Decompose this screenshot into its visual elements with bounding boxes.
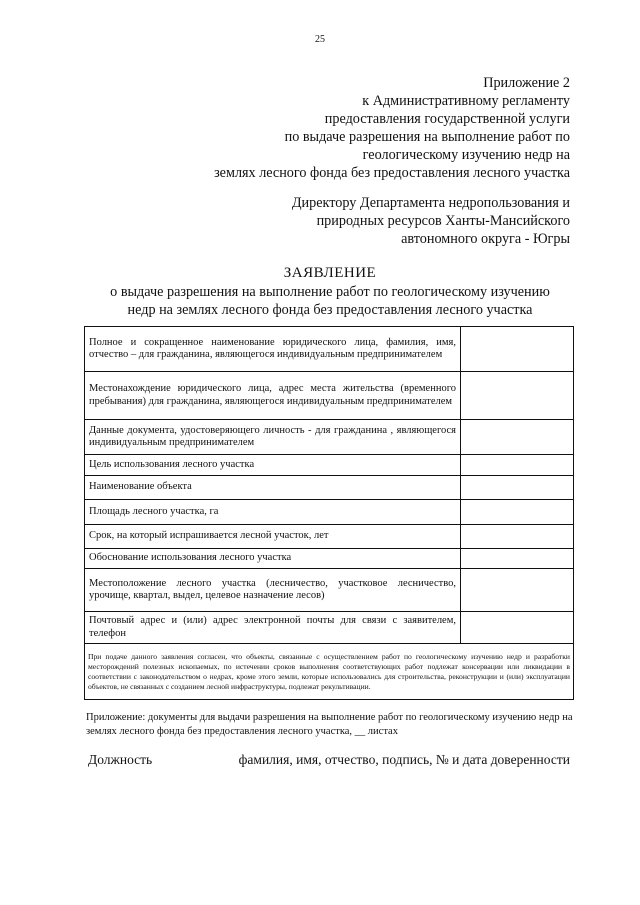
field-label-contacts: Почтовый адрес и (или) адрес электронной почты для связи с заявителем, телефон <box>85 612 461 644</box>
appendix-line: Приложение 2 <box>483 75 570 91</box>
subtitle-line: о выдаче разрешения на выполнение работ по геологическому изучению <box>110 284 550 300</box>
field-value-address[interactable] <box>461 372 574 420</box>
addressee-line: природных ресурсов Ханты-Мансийского <box>316 213 570 229</box>
document-title: ЗАЯВЛЕНИЕ <box>283 265 377 281</box>
field-value-identity-document[interactable] <box>461 420 574 455</box>
appendix-line: к Административному регламенту <box>362 93 570 109</box>
table-row <box>85 327 574 372</box>
appendix-line: землях лесного фонда без предоставления лесного участка <box>214 165 570 181</box>
addressee-block <box>150 194 570 248</box>
field-value-term[interactable] <box>461 525 574 549</box>
field-label-area: Площадь лесного участка, га <box>85 500 461 525</box>
addressee-line: Директору Департамента недропользования и <box>291 195 570 211</box>
appendix-block <box>150 74 570 182</box>
appendix-line: геологическому изучению недр на <box>362 147 570 163</box>
page-number: 25 <box>315 34 325 45</box>
addressee-line: автономного округа - Югры <box>401 231 570 247</box>
subtitle-line: недр на землях лесного фонда без предоставления лесного участка <box>127 302 533 318</box>
table-row <box>85 500 574 525</box>
field-label-applicant-name: Полное и сокращенное наименование юридического лица, фамилия, имя, отчество – для гражданина, являющегося индивидуальным предпринимателем <box>85 327 461 372</box>
field-value-applicant-name[interactable] <box>461 327 574 372</box>
field-label-purpose: Цель использования лесного участка <box>85 455 461 476</box>
table-row <box>85 476 574 500</box>
field-value-contacts[interactable] <box>461 612 574 644</box>
field-label-identity-document: Данные документа, удостоверяющего личность - для гражданина , являющегося индивидуальным предпринимателем <box>85 420 461 455</box>
field-value-purpose[interactable] <box>461 455 574 476</box>
field-label-term: Срок, на который испрашивается лесной участок, лет <box>85 525 461 549</box>
field-label-object-name: Наименование объекта <box>85 476 461 500</box>
field-label-address: Местонахождение юридического лица, адрес места жительства (временного пребывания) для гражданина, являющегося индивидуальным предпринимателем <box>85 372 461 420</box>
field-label-location: Местоположение лесного участка (лесничество, участковое лесничество, урочище, квартал, выдел, целевое назначение лесов) <box>85 569 461 612</box>
table-row <box>85 644 574 700</box>
document-subtitle <box>60 283 600 319</box>
field-value-location[interactable] <box>461 569 574 612</box>
table-row <box>85 549 574 569</box>
appendix-line: по выдаче разрешения на выполнение работ по <box>284 129 570 145</box>
table-row <box>85 612 574 644</box>
appendix-line: предоставления государственной услуги <box>324 111 570 127</box>
field-value-object-name[interactable] <box>461 476 574 500</box>
signature-details-label: фамилия, имя, отчество, подпись, № и дата доверенности <box>238 752 570 767</box>
field-value-area[interactable] <box>461 500 574 525</box>
table-row <box>85 455 574 476</box>
table-row <box>85 420 574 455</box>
signature-position-label: Должность <box>88 752 153 767</box>
document-heading <box>60 264 600 319</box>
application-form-table <box>84 326 574 700</box>
field-label-justification: Обоснование использования лесного участка <box>85 549 461 569</box>
consent-statement: При подаче данного заявления согласен, что объекты, связанные с осуществлением работ по геологическому изучению недр и разработки месторождений полезных ископаемых, по истечении сроков выполнения соответствующих работ подлежат консервации или ликвидации в соответствии с законодательством о недрах, кроме этого земли, которые использовались для строительства, реконструкции и (или) эксплуатации объектов, не связанных с созданием лесной инфраструктуры, подлежат рекультивации. <box>85 644 574 700</box>
field-value-justification[interactable] <box>461 549 574 569</box>
table-row <box>85 569 574 612</box>
attachment-note: Приложение: документы для выдачи разрешения на выполнение работ по геологическому изучению недр на землях лесного фонда без предоставления лесного участка, __ листах <box>86 712 573 737</box>
table-row <box>85 525 574 549</box>
table-row <box>85 372 574 420</box>
